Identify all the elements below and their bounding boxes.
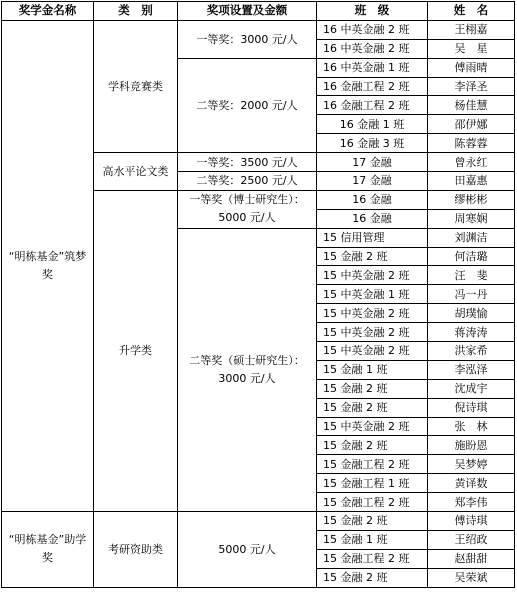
student-name-cell: 吴梦婷 <box>428 455 515 474</box>
award-paper-second: 二等奖：2500 元/人 <box>178 172 317 191</box>
student-name-cell: 曾永红 <box>428 153 515 172</box>
class-cell: 15 中英金融 2 班 <box>317 304 428 323</box>
category-paper: 高水平论文类 <box>94 153 178 191</box>
student-name-cell: 邵伊娜 <box>428 115 515 134</box>
class-cell: 16 金融 <box>317 190 428 209</box>
student-name-cell: 刘渊洁 <box>428 228 515 247</box>
header-category: 类 别 <box>94 2 178 21</box>
award-further-second: 二等奖（硕士研究生）：3000 元/人 <box>178 228 317 511</box>
class-cell: 15 金融 2 班 <box>317 568 428 587</box>
award-exam-support: 5000 元/人 <box>178 512 317 588</box>
student-name-cell: 杨佳慧 <box>428 96 515 115</box>
class-cell: 16 金融工程 2 班 <box>317 96 428 115</box>
award-further-first: 一等奖（博士研究生）：5000 元/人 <box>178 190 317 228</box>
student-name-cell: 陈蓉蓉 <box>428 134 515 153</box>
class-cell: 16 金融 1 班 <box>317 115 428 134</box>
student-name-cell: 汪 斐 <box>428 266 515 285</box>
student-name-cell: 张 林 <box>428 417 515 436</box>
fund-name-zhumeng: “明栋基金”筑梦奖 <box>2 20 94 511</box>
class-cell: 15 金融 2 班 <box>317 247 428 266</box>
student-name-cell: 田嘉惠 <box>428 172 515 191</box>
table-row <box>2 512 515 531</box>
student-name-cell: 傅诗琪 <box>428 512 515 531</box>
class-cell: 15 金融 2 班 <box>317 436 428 455</box>
class-cell: 15 中英金融 1 班 <box>317 285 428 304</box>
student-name-cell: 沈成宇 <box>428 379 515 398</box>
student-name-cell: 冯一丹 <box>428 285 515 304</box>
table-row <box>2 20 515 39</box>
class-cell: 15 金融 1 班 <box>317 530 428 549</box>
class-cell: 15 金融工程 2 班 <box>317 455 428 474</box>
class-cell: 15 信用管理 <box>317 228 428 247</box>
class-cell: 15 金融 2 班 <box>317 398 428 417</box>
student-name-cell: 黄译数 <box>428 474 515 493</box>
class-cell: 15 金融 2 班 <box>317 512 428 531</box>
class-cell: 16 中英金融 2 班 <box>317 39 428 58</box>
class-cell: 17 金融 <box>317 153 428 172</box>
class-cell: 17 金融 <box>317 172 428 191</box>
student-name-cell: 傅雨晴 <box>428 58 515 77</box>
class-cell: 15 中英金融 2 班 <box>317 342 428 361</box>
class-cell: 15 中英金融 2 班 <box>317 417 428 436</box>
class-cell: 16 金融 <box>317 209 428 228</box>
class-cell: 15 中英金融 2 班 <box>317 266 428 285</box>
student-name-cell: 吴 星 <box>428 39 515 58</box>
student-name-cell: 洪家希 <box>428 342 515 361</box>
student-name-cell: 施盼恩 <box>428 436 515 455</box>
student-name-cell: 李泽圣 <box>428 77 515 96</box>
award-competition-first: 一等奖：3000 元/人 <box>178 20 317 58</box>
student-name-cell: 王绍政 <box>428 530 515 549</box>
class-cell: 15 金融 2 班 <box>317 379 428 398</box>
category-competition: 学科竞赛类 <box>94 20 178 152</box>
header-class: 班 级 <box>317 2 428 21</box>
class-cell: 15 金融工程 2 班 <box>317 493 428 512</box>
student-name-cell: 赵甜甜 <box>428 549 515 568</box>
student-name-cell: 王栩嘉 <box>428 20 515 39</box>
student-name-cell: 周寒娴 <box>428 209 515 228</box>
header-scholarship-name: 奖学金名称 <box>2 2 94 21</box>
category-further-study: 升学类 <box>94 190 178 511</box>
student-name-cell: 何洁璐 <box>428 247 515 266</box>
class-cell: 16 金融工程 2 班 <box>317 77 428 96</box>
student-name-cell: 缪彬彬 <box>428 190 515 209</box>
student-name-cell: 蒋涛涛 <box>428 323 515 342</box>
fund-name-zhuxue: “明栋基金”助学奖 <box>2 512 94 588</box>
class-cell: 15 金融工程 2 班 <box>317 549 428 568</box>
student-name-cell: 吴荣斌 <box>428 568 515 587</box>
student-name-cell: 胡璞愉 <box>428 304 515 323</box>
class-cell: 15 中英金融 2 班 <box>317 323 428 342</box>
class-cell: 16 金融 3 班 <box>317 134 428 153</box>
scholarship-table <box>1 1 515 588</box>
class-cell: 16 中英金融 1 班 <box>317 58 428 77</box>
class-cell: 15 金融工程 1 班 <box>317 474 428 493</box>
category-exam-support: 考研资助类 <box>94 512 178 588</box>
student-name-cell: 倪诗琪 <box>428 398 515 417</box>
class-cell: 15 金融 1 班 <box>317 360 428 379</box>
header-award: 奖项设置及金额 <box>178 2 317 21</box>
award-competition-second: 二等奖：2000 元/人 <box>178 58 317 152</box>
header-student-name: 姓 名 <box>428 2 515 21</box>
award-paper-first: 一等奖：3500 元/人 <box>178 153 317 172</box>
header-row <box>2 2 515 21</box>
student-name-cell: 郑李伟 <box>428 493 515 512</box>
class-cell: 16 中英金融 2 班 <box>317 20 428 39</box>
student-name-cell: 李泓泽 <box>428 360 515 379</box>
